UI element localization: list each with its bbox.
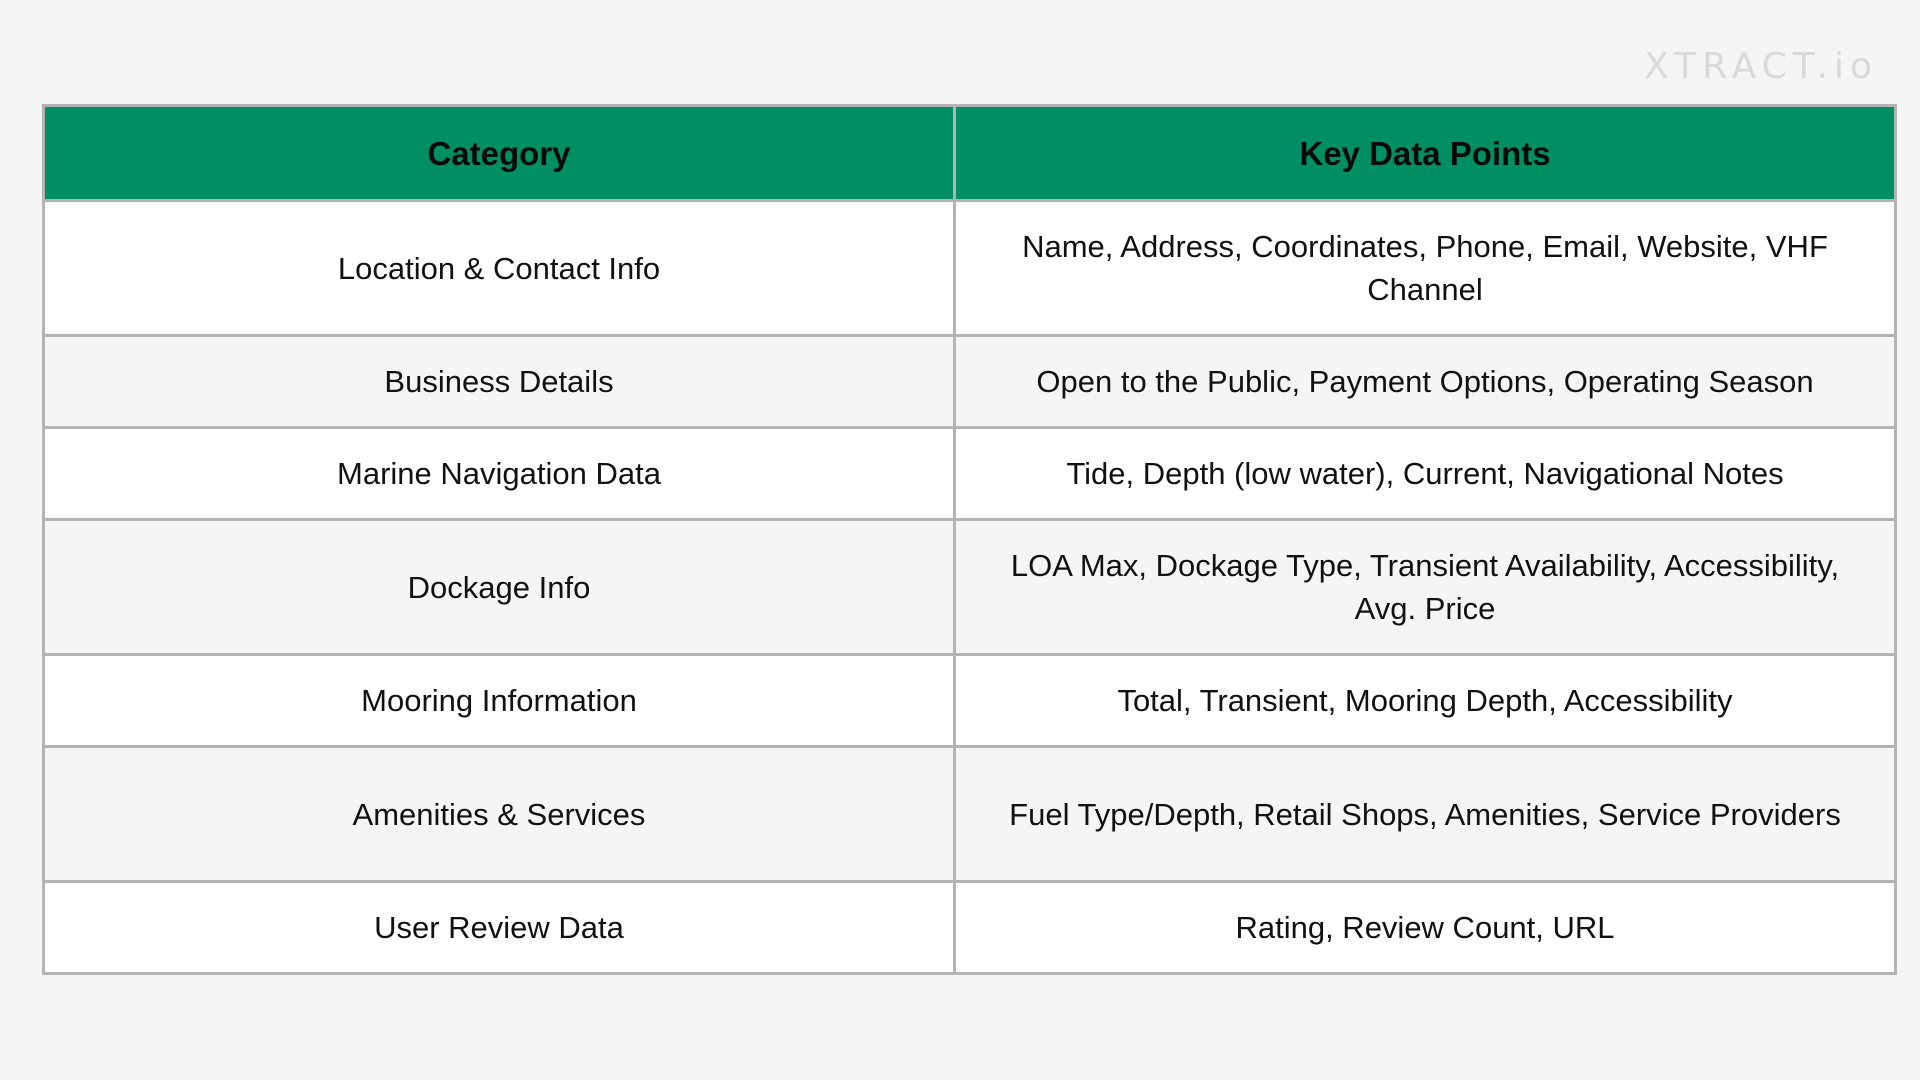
table-row [44,336,1896,428]
header-category: Category [44,106,955,201]
category-cell: User Review Data [44,882,955,974]
key-data-points-cell: Fuel Type/Depth, Retail Shops, Amenities, Service Providers [955,747,1896,882]
header-key-data-points: Key Data Points [955,106,1896,201]
table-row [44,201,1896,336]
key-data-points-cell: Name, Address, Coordinates, Phone, Email, Website, VHF Channel [955,201,1896,336]
table-row [44,747,1896,882]
category-cell: Location & Contact Info [44,201,955,336]
key-data-points-cell: LOA Max, Dockage Type, Transient Availability, Accessibility, Avg. Price [955,520,1896,655]
category-cell: Amenities & Services [44,747,955,882]
data-points-table [42,104,1897,975]
xtract-logo: XTRACT.io [1644,46,1878,87]
category-cell: Dockage Info [44,520,955,655]
category-cell: Marine Navigation Data [44,428,955,520]
key-data-points-cell: Rating, Review Count, URL [955,882,1896,974]
data-points-table-container [42,104,1894,975]
category-cell: Mooring Information [44,655,955,747]
table-row [44,655,1896,747]
table-row [44,428,1896,520]
table-row [44,520,1896,655]
key-data-points-cell: Total, Transient, Mooring Depth, Accessibility [955,655,1896,747]
category-cell: Business Details [44,336,955,428]
key-data-points-cell: Open to the Public, Payment Options, Operating Season [955,336,1896,428]
table-row [44,882,1896,974]
key-data-points-cell: Tide, Depth (low water), Current, Navigational Notes [955,428,1896,520]
table-header-row [44,106,1896,201]
